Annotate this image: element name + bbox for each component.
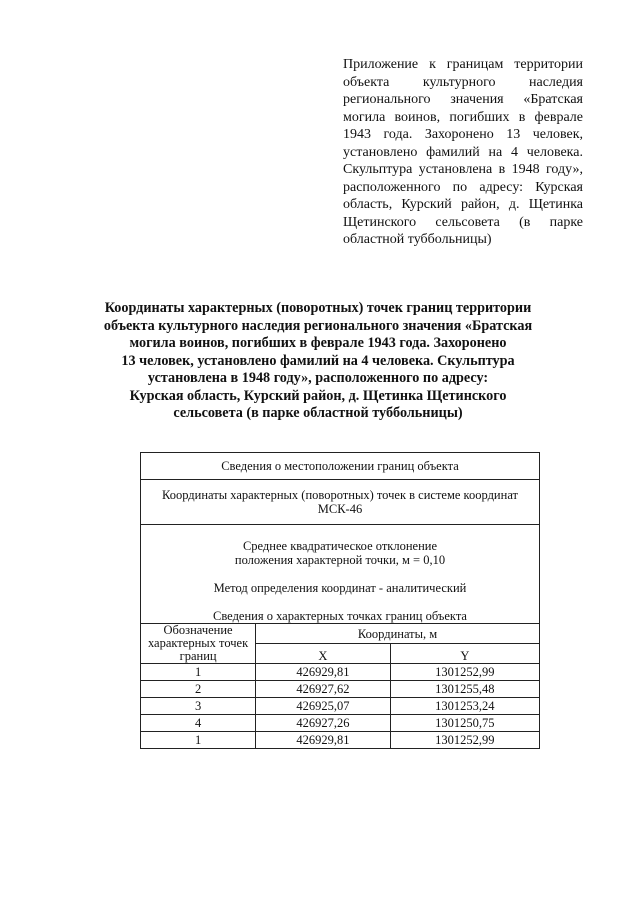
title-line: 13 человек, установлено фамилий на 4 человека. Скульптура [121,352,515,369]
x-header: X [256,644,391,664]
deviation-line: Среднее квадратическое отклонение [242,539,438,553]
table-row [141,698,540,715]
coordinates-table [140,452,540,749]
x-cell: 426929,81 [256,664,391,681]
title-line: установлена в 1948 году», расположенного по адресу: [147,370,489,386]
y-cell: 1301253,24 [390,698,539,715]
point-cell: 1 [141,732,256,749]
x-cell: 426927,62 [256,681,391,698]
table-row [141,664,540,681]
point-cell: 3 [141,698,256,715]
x-cell: 426929,81 [256,732,391,749]
deviation-line: положения характерной точки, м = 0,10 [234,553,446,567]
y-cell: 1301252,99 [390,664,539,681]
y-cell: 1301255,48 [390,681,539,698]
point-cell: 4 [141,715,256,732]
points-header: Сведения о характерных точках границ объекта [213,609,467,623]
x-cell: 426925,07 [256,698,391,715]
coords-header: Координаты, м [256,624,540,644]
y-cell: 1301250,75 [390,715,539,732]
method-cell [141,525,540,624]
title-line: Координаты характерных (поворотных) точек границ территории [104,300,532,316]
title-line: объекта культурного наследия регионального значения «Братская [103,317,533,334]
designation-header: Обозначение характерных точек границ [141,624,256,664]
title-line: сельсовета (в парке областной туббольницы) [173,405,463,421]
coord-system-cell: Координаты характерных (поворотных) точек в системе координат МСК-46 [141,480,540,525]
method-line: Метод определения координат - аналитический [213,581,467,595]
location-header-cell: Сведения о местоположении границ объекта [141,453,540,480]
point-cell: 1 [141,664,256,681]
document-title [98,300,538,423]
x-cell: 426927,26 [256,715,391,732]
y-header: Y [390,644,539,664]
table-row [141,681,540,698]
appendix-note: Приложение к границам территории объекта культурного наследия регионального значения «Братская могила воинов, погибших в феврале 1943 года. Захоронено 13 человек, установлено фамилий на 4 человека. Скульптура установлена в 1948 году», расположенного по адресу: Курская область, Курский район, д. Щетинка Щетинского сельсовета (в парке областной туббольницы) [343,57,583,247]
table-row [141,715,540,732]
point-cell: 2 [141,681,256,698]
title-line: могила воинов, погибших в феврале 1943 года. Захоронено [129,335,507,351]
y-cell: 1301252,99 [390,732,539,749]
title-line: Курская область, Курский район, д. Щетинка Щетинского [129,387,507,404]
table-row [141,732,540,749]
